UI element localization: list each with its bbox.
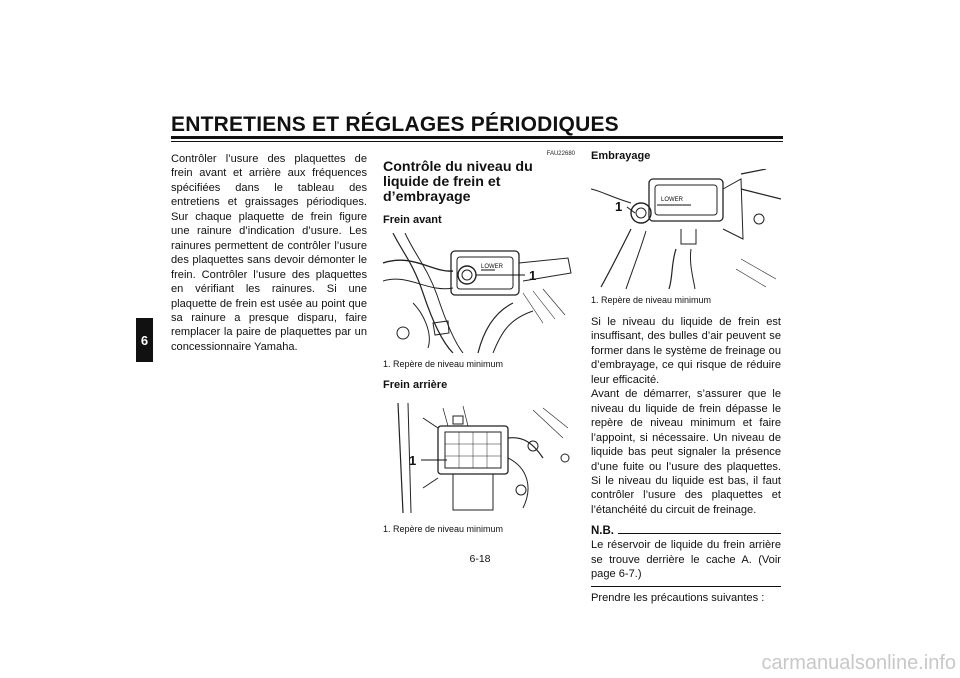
clutch-paragraph-2: Avant de démarrer, s’assurer que le niveau du liquide de frein dépasse le repère de niveau minimum et faire l’appoint, si nécessaire. Un niveau de liquide bas peut signaler la présence d’une fuite ou l’usure des plaquettes. Si le niveau du liquide est bas, il faut contrôler l’usure des plaquettes et l’étanchéité du circuit de freinage. (591, 388, 781, 516)
rear-brake-figure (383, 398, 573, 518)
nb-bottom-rule (591, 586, 781, 587)
chapter-tab: 6 (136, 318, 153, 362)
column-3 (591, 150, 781, 605)
column-2 (383, 150, 575, 544)
after-nb-text: Prendre les précautions suivantes : (591, 591, 765, 604)
clutch-heading: Embrayage (591, 150, 651, 162)
nb-text: Le réservoir de liquide du frein arrière se trouve derrière le cache A. (Voir page 6-7.) (591, 539, 781, 581)
front-brake-heading: Frein avant (383, 214, 442, 226)
rear-brake-heading: Frein arrière (383, 379, 448, 391)
page-number: 6-18 (469, 553, 491, 565)
brake-pad-paragraph: Contrôler l’usure des plaquettes de frein avant et arrière aux fréquences spécifiées dans le tableau des entretiens et graissages périodiques. Sur chaque plaquette de frein figure une rainure d’indication d’usure. Les rainures permettent de contrôler l’usure des plaquettes sans devoir démonter le frein. Contrôler l’usure des plaquettes en vérifiant les rainures. Si une plaquette de frein est usée au point que sa rainure a presque disparu, faire remplacer la paire de plaquettes par un concessionnaire Yamaha. (171, 153, 367, 353)
clutch-callout-1: 1 (615, 199, 623, 214)
rear-callout-1: 1 (409, 453, 417, 468)
section-code: FAU22680 (546, 151, 575, 157)
page-header-title: ENTRETIENS ET RÉGLAGES PÉRIODIQUES (171, 113, 619, 136)
clutch-lower-label: LOWER (661, 197, 684, 203)
column-1 (171, 152, 367, 354)
clutch-figure (591, 169, 781, 289)
section-title: Contrôle du niveau du liquide de frein et d’embrayage (383, 159, 533, 205)
nb-label: N.B. (591, 525, 614, 538)
front-brake-caption: 1. Repère de niveau minimum (383, 359, 504, 369)
rear-brake-caption: 1. Repère de niveau minimum (383, 524, 504, 534)
front-lower-label: LOWER (481, 264, 504, 270)
clutch-caption: 1. Repère de niveau minimum (591, 295, 712, 305)
header-rule-thick (171, 136, 783, 139)
front-brake-figure (383, 233, 573, 353)
watermark: carmanualsonline.info (761, 652, 956, 674)
header-rule-thin (171, 141, 783, 142)
clutch-paragraph-1: Si le niveau du liquide de frein est insuffisant, des bulles d’air peuvent se former dans le système de freinage ou d’embrayage, ce qui risque de réduire leur efficacité. (591, 316, 781, 386)
nb-header (591, 525, 781, 537)
front-callout-1: 1 (529, 268, 537, 283)
nb-rule (618, 533, 781, 534)
